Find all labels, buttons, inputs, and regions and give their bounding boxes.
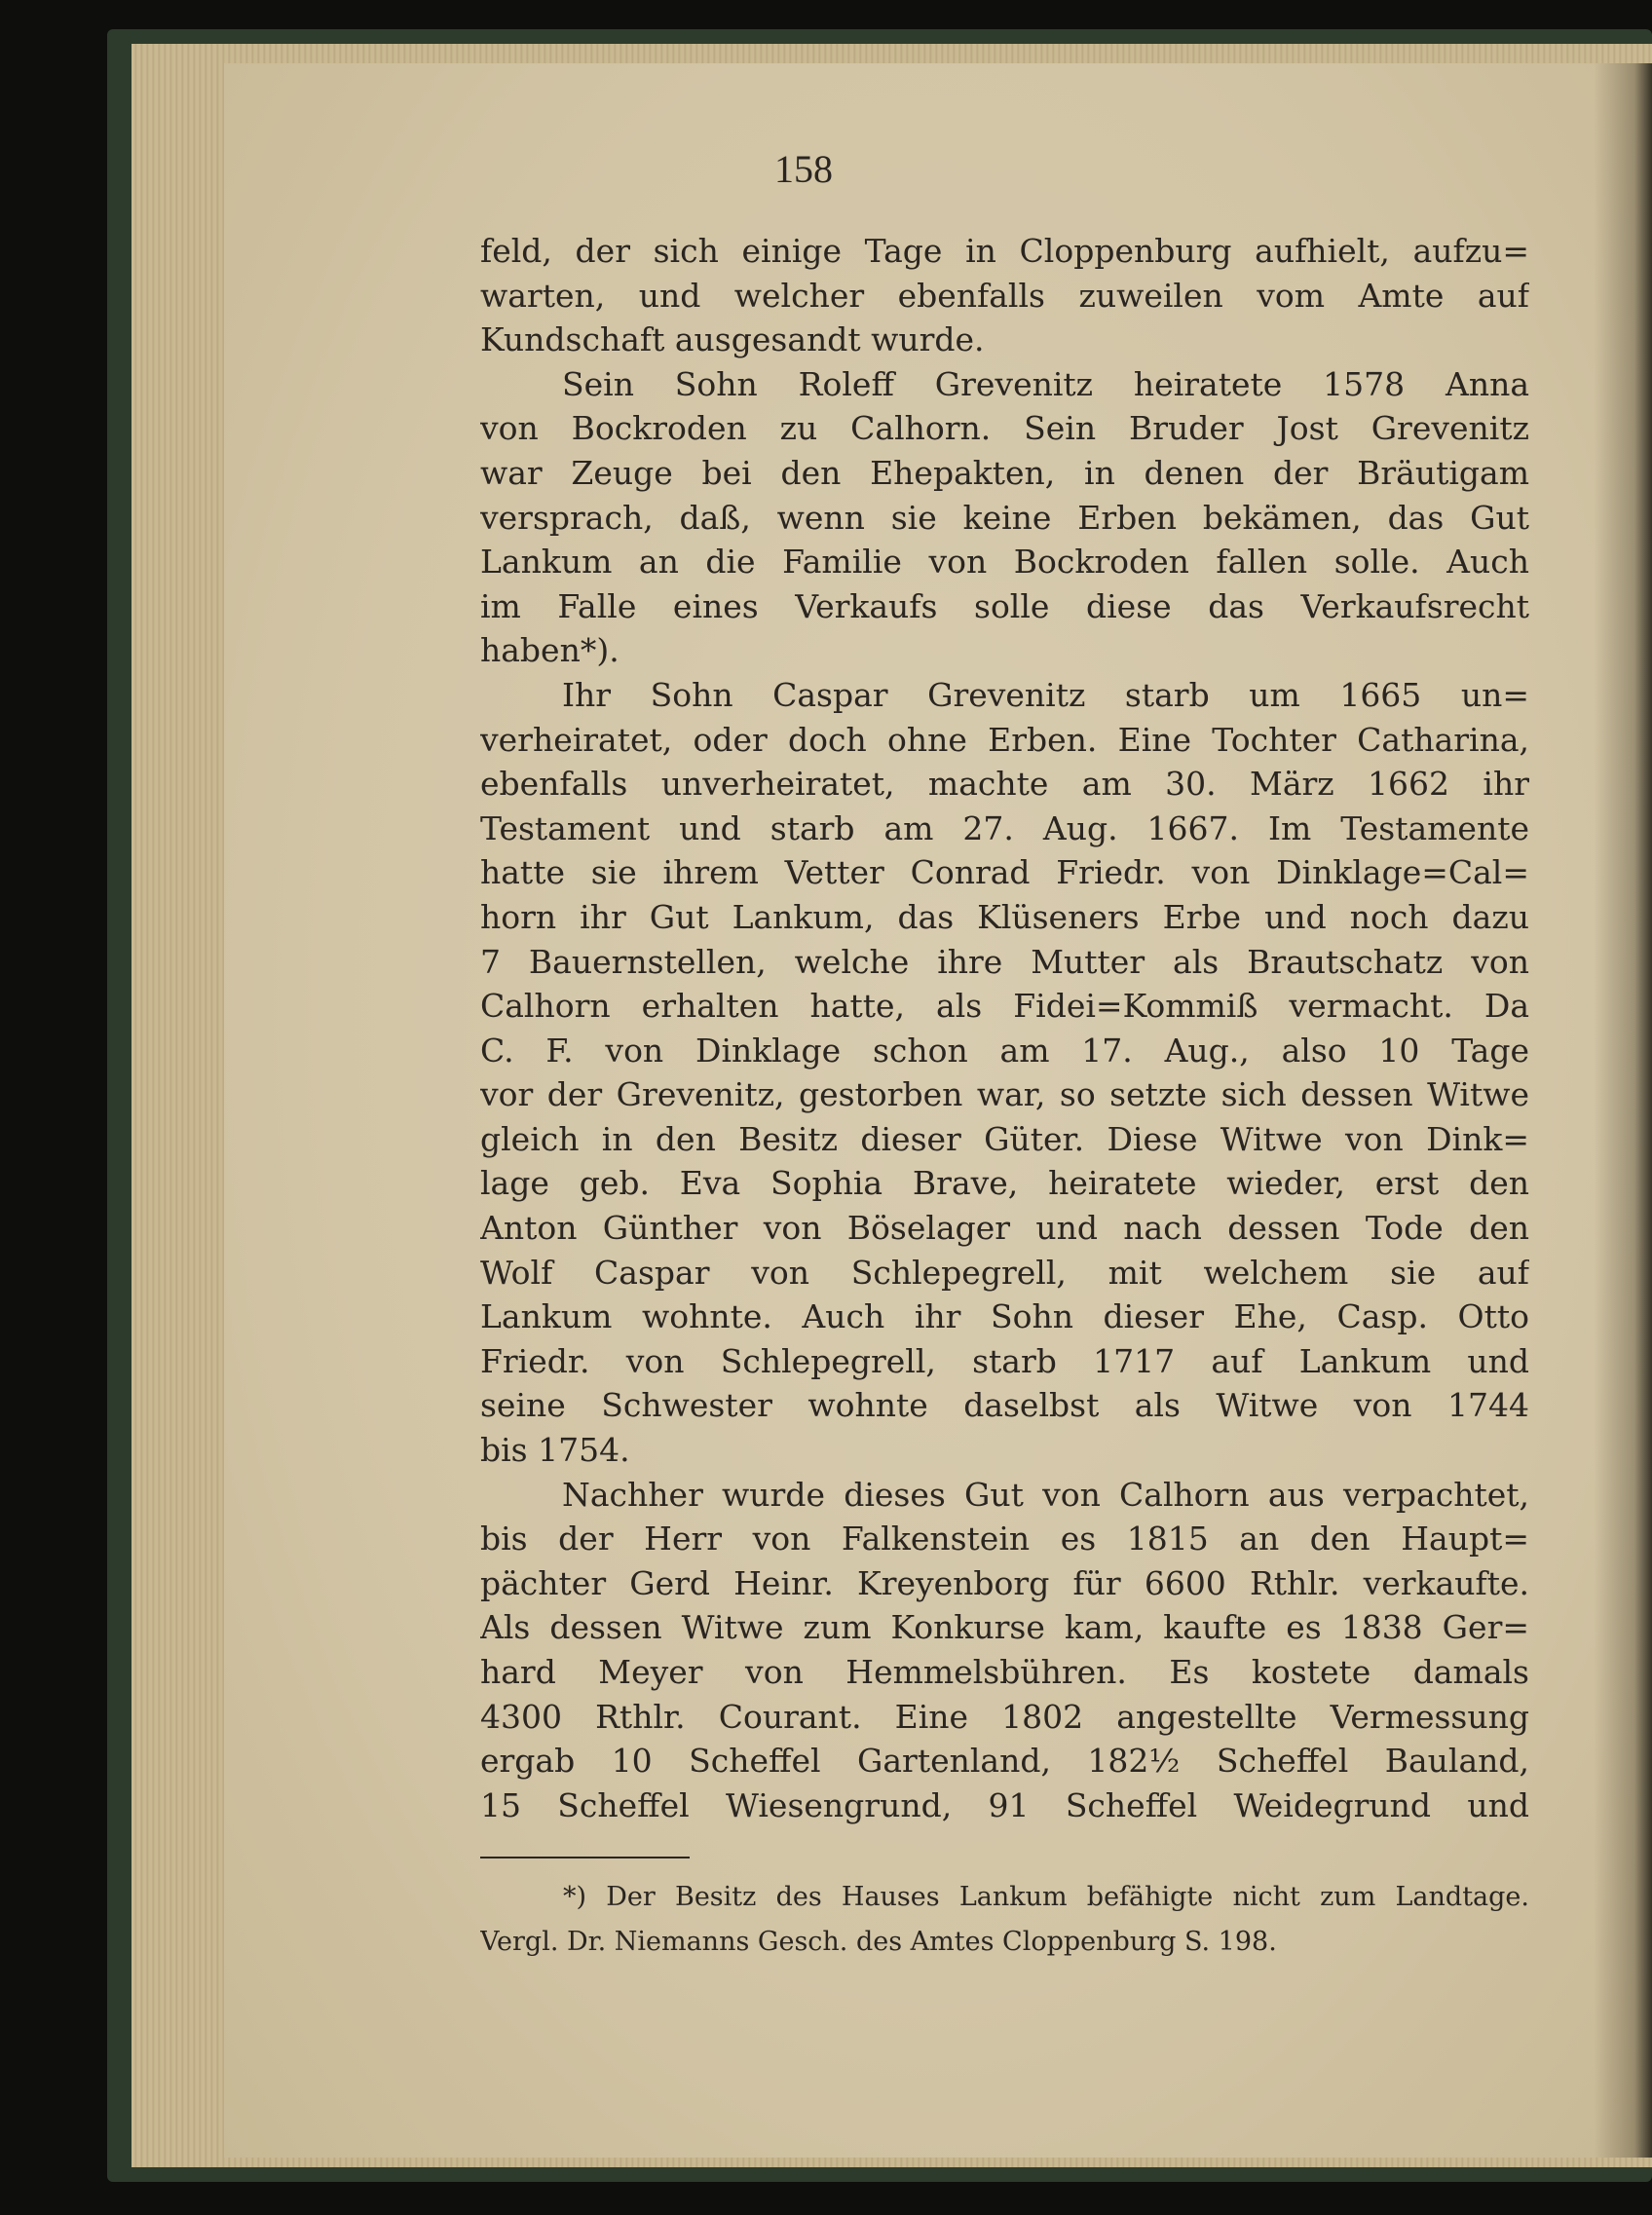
page-gutter-shadow — [1594, 63, 1652, 2158]
text-line: seine Schwester wohnte daselbst als Witwe von 1744 — [480, 1386, 1529, 1425]
text-line: vor der Grevenitz, gestorben war, so setzte sich dessen Witwe — [480, 1075, 1529, 1114]
text-line: im Falle eines Verkaufs solle diese das Verkaufsrecht — [480, 586, 1529, 625]
text-line: haben*). — [480, 631, 620, 670]
footnote — [480, 1875, 1529, 1965]
text-line: pächter Gerd Heinr. Kreyenborg für 6600 Rthlr. verkaufte. — [480, 1563, 1529, 1602]
text-line: Friedr. von Schlepegrell, starb 1717 auf Lankum und — [480, 1341, 1529, 1380]
text-line: C. F. von Dinklage schon am 17. Aug., also 10 Tage — [480, 1031, 1529, 1070]
text-line: bis 1754. — [480, 1431, 630, 1470]
text-line: ebenfalls unverheiratet, machte am 30. März 1662 ihr — [480, 765, 1529, 804]
text-line: ergab 10 Scheffel Gartenland, 182½ Scheffel Bauland, — [480, 1742, 1529, 1781]
text-line: Nachher wurde dieses Gut von Calhorn aus verpachtet, — [562, 1475, 1529, 1514]
text-line: horn ihr Gut Lankum, das Klüseners Erbe und noch dazu — [480, 897, 1529, 936]
text-line: Calhorn erhalten hatte, als Fidei=Kommiß vermacht. Da — [480, 987, 1529, 1026]
text-line: bis der Herr von Falkenstein es 1815 an den Haupt= — [480, 1520, 1529, 1558]
text-line: Lankum wohnte. Auch ihr Sohn dieser Ehe, Casp. Otto — [480, 1297, 1529, 1336]
footnote-divider — [480, 1857, 690, 1858]
text-line: Wolf Caspar von Schlepegrell, mit welchem sie auf — [480, 1253, 1529, 1292]
text-line: Lankum an die Familie von Bockroden fallen solle. Auch — [480, 543, 1529, 582]
text-line: Anton Günther von Böselager und nach dessen Tode den — [480, 1209, 1529, 1248]
text-line: 15 Scheffel Wiesengrund, 91 Scheffel Weidegrund und — [480, 1785, 1529, 1824]
text-line: lage geb. Eva Sophia Brave, heiratete wieder, erst den — [480, 1164, 1529, 1203]
text-line: 4300 Rthlr. Courant. Eine 1802 angestellte Vermessung — [480, 1697, 1529, 1736]
text-line: verheiratet, oder doch ohne Erben. Eine Tochter Catharina, — [480, 720, 1529, 759]
text-line: Ihr Sohn Caspar Grevenitz starb um 1665 un= — [562, 675, 1529, 714]
text-line: warten, und welcher ebenfalls zuweilen vom Amte auf — [480, 276, 1529, 315]
body-text — [480, 229, 1529, 1827]
page-number: 158 — [774, 147, 833, 191]
text-line: Kundschaft ausgesandt wurde. — [480, 320, 985, 359]
text-line: Sein Sohn Roleff Grevenitz heiratete 1578 Anna — [562, 364, 1529, 403]
text-line: 7 Bauernstellen, welche ihre Mutter als Brautschatz von — [480, 942, 1529, 981]
text-line: gleich in den Besitz dieser Güter. Diese Witwe von Dink= — [480, 1119, 1529, 1158]
footnote-line: *) Der Besitz des Hauses Lankum befähigte nicht zum Landtage. — [563, 1882, 1529, 1912]
text-line: feld, der sich einige Tage in Cloppenburg aufhielt, aufzu= — [480, 232, 1529, 270]
text-line: war Zeuge bei den Ehepakten, in denen der Bräutigam — [480, 453, 1529, 492]
text-line: Testament und starb am 27. Aug. 1667. Im Testamente — [480, 808, 1529, 847]
footnote-line: Vergl. Dr. Niemanns Gesch. des Amtes Cloppenburg S. 198. — [480, 1927, 1277, 1957]
text-line: versprach, daß, wenn sie keine Erben bekämen, das Gut — [480, 498, 1529, 537]
text-line: hard Meyer von Hemmelsbühren. Es kostete damals — [480, 1653, 1529, 1691]
text-line: hatte sie ihrem Vetter Conrad Friedr. von Dinklage=Cal= — [480, 853, 1529, 892]
text-line: von Bockroden zu Calhorn. Sein Bruder Jost Grevenitz — [480, 409, 1529, 448]
text-line: Als dessen Witwe zum Konkurse kam, kaufte es 1838 Ger= — [480, 1608, 1529, 1647]
